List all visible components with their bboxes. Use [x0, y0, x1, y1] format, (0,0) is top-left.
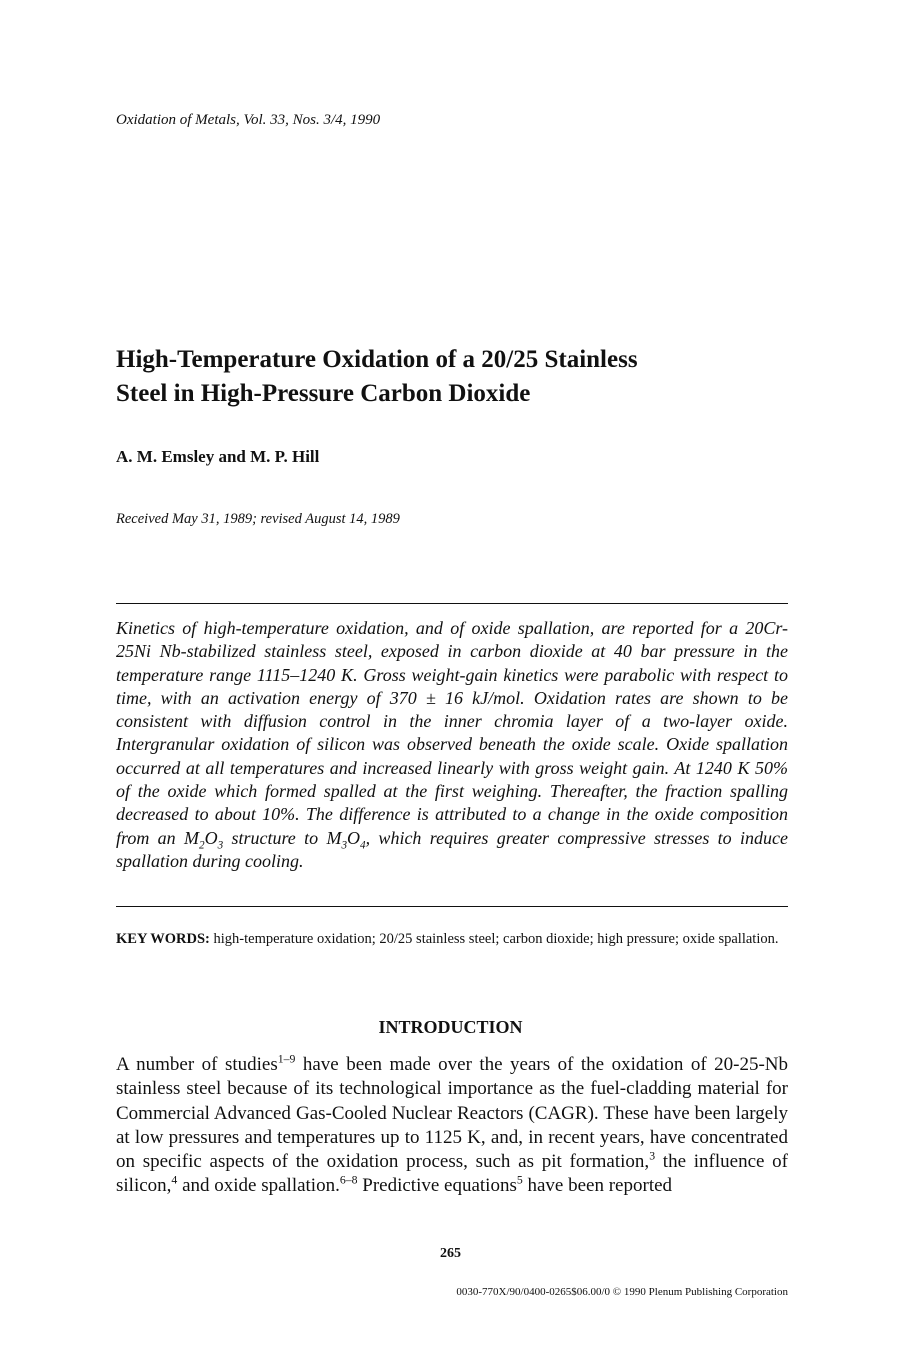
intro-ref-1: 1–9: [277, 1052, 296, 1066]
intro-text-3: the influence of silicon,: [116, 1151, 788, 1197]
title-line-1: High-Temperature Oxidation of a 20/25 Stainless: [116, 346, 638, 373]
intro-text-5: Predictive equations: [357, 1175, 517, 1197]
keywords-label: KEY WORDS:: [116, 931, 210, 947]
abstract-text-4: O: [347, 827, 361, 848]
abstract-text-3: structure to M: [223, 827, 342, 848]
abstract-sub-2: 3: [217, 839, 224, 852]
section-heading-introduction: INTRODUCTION: [378, 1017, 523, 1037]
abstract-text-2: O: [204, 827, 218, 848]
intro-ref-5: 5: [516, 1174, 523, 1188]
abstract: [116, 617, 788, 873]
page-number: 265: [440, 1246, 461, 1261]
authors: A. M. Emsley and M. P. Hill: [116, 447, 320, 466]
article-title: [116, 343, 816, 411]
abstract-bottom-rule: [116, 906, 788, 907]
abstract-text-1: Kinetics of high-temperature oxidation, and of oxide spallation, are reported for a 20Cr-25Ni Nb-stabilized stainless steel, exposed in carbon dioxide at 40 bar pressure in the temperature range 1115–1240 K. Gross weight-gain kinetics were parabolic with respect to time, with an activation energy of 370 ± 16 kJ/mol. Oxidation rates are shown to be consistent with diffusion control in the inner chromia layer of a two-layer oxide. Intergranular oxidation of silicon was observed beneath the oxide scale. Oxide spallation occurred at all temperatures and increased linearly with gross weight gain. At 1240 K 50% of the oxide which formed spalled at the first weighing. Thereafter, the fraction spalling decreased to about 10%. The difference is attributed to a change in the oxide composition from an M: [116, 618, 788, 848]
abstract-top-rule: [116, 603, 788, 604]
intro-ref-4: 6–8: [339, 1174, 358, 1188]
journal-citation: Oxidation of Metals, Vol. 33, Nos. 3/4, 1990: [116, 112, 381, 128]
intro-ref-2: 3: [649, 1149, 656, 1163]
introduction-paragraph: [116, 1053, 788, 1199]
intro-text-1: A number of studies: [116, 1054, 278, 1075]
intro-ref-3: 4: [171, 1174, 178, 1188]
title-line-2: Steel in High-Pressure Carbon Dioxide: [116, 380, 531, 407]
abstract-sub-4: 4: [360, 839, 366, 852]
intro-text-4: and oxide spallation.: [177, 1175, 340, 1197]
abstract-sub-1: 2: [198, 839, 205, 852]
intro-text-6: have been reported: [522, 1175, 673, 1197]
intro-text-2: have been made over the years of the oxidation of 20-25-Nb stainless steel because of its technological importance as the fuel-cladding material for Commercial Advanced Gas-Cooled Nuclear Reactors (CAGR). These have been largely at low pressures and temperatures up to 1125 K, and, in recent years, have concentrated on specific aspects of the oxidation process, such as pit formation,: [116, 1054, 788, 1173]
keywords-text: high-temperature oxidation; 20/25 stainless steel; carbon dioxide; high pressure; oxide spallation.: [209, 931, 779, 947]
keywords: [116, 930, 788, 949]
abstract-sub-3: 3: [341, 839, 348, 852]
abstract-text-5: , which requires greater compressive stresses to induce spallation during cooling.: [116, 827, 788, 871]
received-dates: Received May 31, 1989; revised August 14, 1989: [116, 511, 400, 527]
copyright-line: 0030-770X/90/0400-0265$06.00/0 © 1990 Plenum Publishing Corporation: [456, 1286, 788, 1298]
